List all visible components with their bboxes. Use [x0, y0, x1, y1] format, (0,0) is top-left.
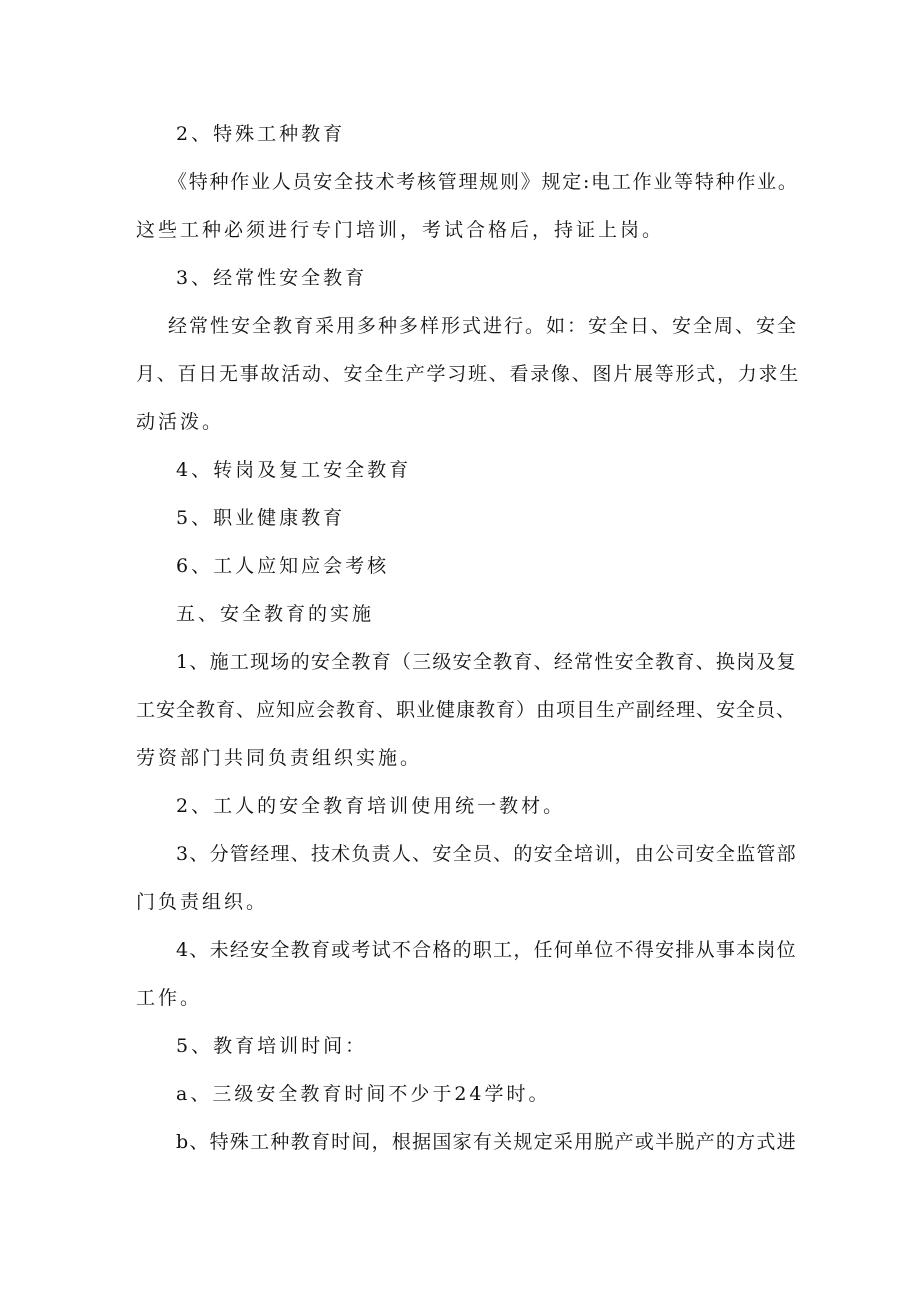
paragraph-line: 《特种作业人员安全技术考核管理规则》规定:电工作业等特种作业。 — [168, 171, 799, 193]
paragraph-line: 动活泼。 — [136, 411, 225, 433]
section-heading-implementation: 五、安全教育的实施 — [176, 603, 375, 625]
paragraph-line: 1、施工现场的安全教育（三级安全教育、经常性安全教育、换岗及复 — [176, 651, 797, 673]
paragraph-line: 3、分管经理、技术负责人、安全员、的安全培训，由公司安全监管部 — [176, 843, 797, 865]
paragraph-line: 工安全教育、应知应会教育、职业健康教育）由项目生产副经理、安全员、 — [136, 699, 797, 721]
heading-training-time: 5、教育培训时间： — [176, 1035, 368, 1057]
heading-special-trade-education: 2、特殊工种教育 — [176, 123, 346, 145]
paragraph-line: 4、未经安全教育或考试不合格的职工，任何单位不得安排从事本岗位 — [176, 939, 797, 961]
heading-worker-knowledge-assessment: 6、工人应知应会考核 — [176, 555, 390, 577]
paragraph-line: 2、工人的安全教育培训使用统一教材。 — [176, 795, 566, 817]
heading-occupational-health-education: 5、职业健康教育 — [176, 507, 346, 529]
heading-transfer-return-education: 4、转岗及复工安全教育 — [176, 459, 412, 481]
paragraph-line: 这些工种必须进行专门培训，考试合格后，持证上岗。 — [136, 219, 665, 241]
paragraph-line: 经常性安全教育采用多种多样形式进行。如：安全日、安全周、安全 — [168, 315, 799, 337]
paragraph-line: b、特殊工种教育时间，根据国家有关规定采用脱产或半脱产的方式进 — [176, 1131, 797, 1153]
paragraph-line: 门负责组织。 — [136, 891, 269, 913]
paragraph-line: 月、百日无事故活动、安全生产学习班、看录像、图片展等形式，力求生 — [136, 363, 801, 385]
paragraph-line: 工作。 — [136, 987, 203, 1009]
paragraph-line: a、三级安全教育时间不少于24学时。 — [176, 1083, 551, 1105]
paragraph-line: 劳资部门共同负责组织实施。 — [136, 747, 423, 769]
heading-regular-safety-education: 3、经常性安全教育 — [176, 267, 368, 289]
